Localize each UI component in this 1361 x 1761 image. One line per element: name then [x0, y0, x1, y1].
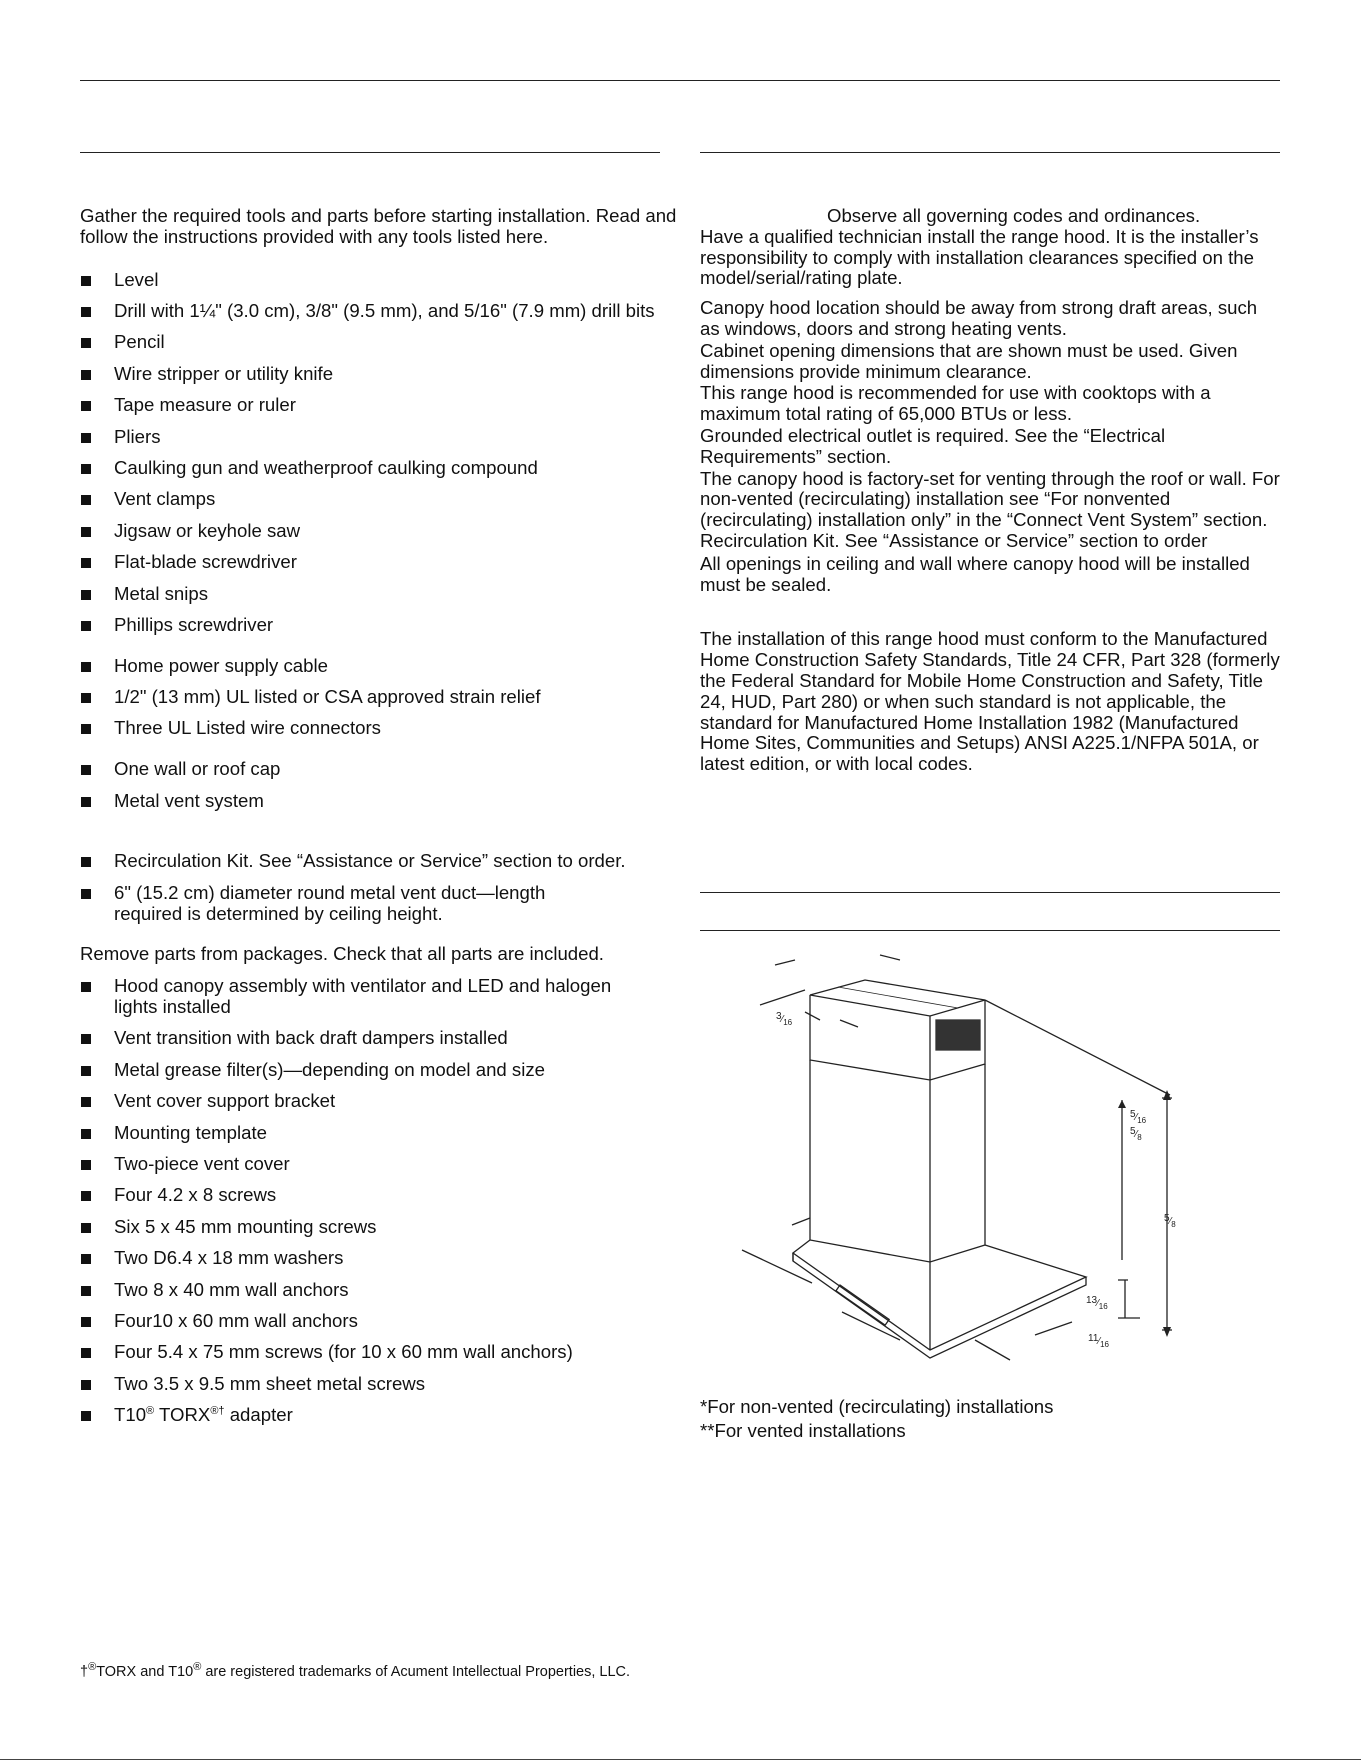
dim-canopy-height	[1118, 1280, 1140, 1318]
part-supplied-item: Four10 x 60 mm wall anchors	[80, 1311, 680, 1332]
fraction-13-16	[1086, 1295, 1108, 1311]
frac-num: 3	[776, 1011, 782, 1022]
parts-supplied-list	[80, 976, 680, 1426]
part-supplied-item: Hood canopy assembly with ventilator and LED and halogen lights installed	[80, 976, 654, 1018]
part-needed-item: Three UL Listed wire connectors	[80, 718, 680, 739]
chimney-top-seam	[838, 987, 958, 1008]
footnote-text-1: TORX and T10	[96, 1664, 194, 1680]
part-supplied-item: Two 3.5 x 9.5 mm sheet metal screws	[80, 1374, 680, 1395]
part-supplied-item: Vent transition with back draft dampers installed	[80, 1028, 680, 1049]
diagram-notes	[700, 1395, 1260, 1443]
canopy-front-face	[793, 1253, 1086, 1358]
range-hood-dimension-diagram	[700, 940, 1280, 1380]
requirement-paragraph: The canopy hood is factory-set for venting through the roof or wall. For non-vented (recirculating) installation see “For nonvented (recirculating) installation only” in the “Connect Vent System” section.	[700, 467, 1280, 531]
recirculation-parts-list	[80, 851, 680, 924]
control-panel	[836, 1285, 889, 1325]
chimney-top	[810, 980, 985, 1016]
tool-item: Pencil	[80, 332, 680, 353]
requirement-paragraph: All openings in ceiling and wall where canopy hood will be installed must be sealed.	[700, 552, 1250, 595]
dim-chimney-depth	[760, 990, 858, 1027]
part-supplied-item: Vent cover support bracket	[80, 1091, 680, 1112]
frac-num: 13	[1086, 1295, 1098, 1306]
tool-item: Vent clamps	[80, 489, 680, 510]
chimney-lower	[810, 1060, 985, 1262]
dim-canopy-depth	[975, 1322, 1072, 1360]
tool-item: Metal snips	[80, 584, 680, 605]
arrowhead	[1163, 1327, 1171, 1337]
part-supplied-item: Four 5.4 x 75 mm screws (for 10 x 60 mm wall anchors)	[80, 1342, 680, 1363]
requirement-paragraph: Cabinet opening dimensions that are shown must be used. Given dimensions provide minimum clearance.	[700, 339, 1238, 382]
frac-num: 5	[1130, 1126, 1136, 1137]
tool-item: Wire stripper or utility knife	[80, 364, 680, 385]
torx-c: adapter	[224, 1404, 293, 1426]
requirement-paragraph: Canopy hood location should be away from strong draft areas, such as windows, doors and strong heating vents.	[700, 297, 1258, 339]
dim-chimney-width	[775, 955, 900, 965]
part-supplied-item: Mounting template	[80, 1123, 680, 1144]
left-section-rule	[80, 152, 660, 153]
tool-item: Tape measure or ruler	[80, 395, 680, 416]
part-needed-item: Home power supply cable	[80, 656, 680, 677]
frac-den: 16	[1100, 1340, 1109, 1349]
note-nonvented: *For non-vented (recirculating) installations	[700, 1396, 1054, 1417]
frac-slash: ⁄	[1097, 1298, 1099, 1309]
fraction-5-16	[1130, 1109, 1147, 1125]
codes-rest: Have a qualified technician install the range hood. It is the installer’s responsibility to comply with installation clearances specified on the model/serial/rating plate.	[700, 225, 1259, 289]
top-rule	[80, 80, 1280, 81]
wall-line	[985, 1000, 1170, 1095]
frac-den: 16	[783, 1018, 793, 1027]
part-supplied-item: Two 8 x 40 mm wall anchors	[80, 1280, 680, 1301]
left-column	[80, 206, 680, 1437]
frac-num: 11	[1088, 1333, 1099, 1344]
part-supplied-item	[80, 1405, 680, 1426]
torx-a: T10	[114, 1404, 147, 1426]
fraction-5-8-lower	[1164, 1213, 1176, 1229]
parts-supplied-intro: Remove parts from packages. Check that all parts are included.	[80, 943, 604, 965]
frac-slash: ⁄	[1098, 1336, 1101, 1347]
fraction-5-8	[1130, 1126, 1142, 1142]
recirculation-part-item: 6" (15.2 cm) diameter round metal vent duct—length required is determined by ceiling height.	[80, 883, 594, 925]
frac-den: 16	[1137, 1116, 1147, 1125]
footnote-text-2: are registered trademarks of Acument Intellectual Properties, LLC.	[201, 1664, 631, 1680]
frac-slash: ⁄	[781, 1014, 784, 1025]
fraction-11-16	[1088, 1333, 1110, 1349]
footnote-sup-1: ®	[88, 1661, 97, 1674]
tool-item: Phillips screwdriver	[80, 615, 680, 636]
dim-canopy-width	[742, 1250, 900, 1340]
vent-parts-list	[80, 759, 680, 811]
part-supplied-item: Metal grease filter(s)—depending on model and size	[80, 1060, 680, 1081]
arrowhead	[1118, 1100, 1126, 1108]
frac-num: 5	[1130, 1109, 1136, 1120]
requirement-paragraph: This range hood is recommended for use with cooktops with a maximum total rating of 65,000 BTUs or less.	[700, 382, 1211, 425]
canopy-top	[792, 1218, 1086, 1350]
torx-sup-1: ®	[146, 1404, 155, 1417]
mobile-home-paragraph: The installation of this range hood must conform to the Manufactured Home Construction Safety Standards, Title 24 CFR, Part 328 (formerly the Federal Standard for Mobile Home Construction and Safety, Title 24, HUD, Part 280) or when such standard is not applicable, the standard for Manufactured Home Installation 1982 (Manufactured Home Sites, Communities and Setups) ANSI A225.1/NFPA 501A, or latest edition, or with local codes.	[700, 628, 1280, 775]
vent-grille	[936, 1020, 980, 1050]
frac-num: 5	[1164, 1213, 1170, 1224]
torx-sup-2: ®†	[210, 1404, 225, 1417]
tools-intro: Gather the required tools and parts before starting installation. Read and follow the instructions provided with any tools listed here.	[80, 205, 677, 247]
tool-item: Drill with 1¼" (3.0 cm), 3/8" (9.5 mm), and 5/16" (7.9 mm) drill bits	[80, 301, 680, 322]
part-supplied-item: Two D6.4 x 18 mm washers	[80, 1248, 680, 1269]
page-bottom-edge	[0, 1759, 1361, 1760]
vent-part-item: Metal vent system	[80, 791, 680, 812]
part-supplied-item: Six 5 x 45 mm mounting screws	[80, 1217, 680, 1238]
fraction-3-16	[776, 1011, 793, 1027]
footnote-sup-2: ®	[193, 1661, 202, 1674]
parts-needed-list	[80, 656, 680, 740]
tool-item: Flat-blade screwdriver	[80, 552, 680, 573]
dimensions-rule-2	[700, 930, 1280, 931]
requirement-paragraph: Grounded electrical outlet is required. See the “Electrical Requirements” section.	[700, 424, 1166, 467]
part-needed-item: 1/2" (13 mm) UL listed or CSA approved strain relief	[80, 687, 680, 708]
frac-slash: ⁄	[1135, 1129, 1138, 1140]
tool-item: Jigsaw or keyhole saw	[80, 521, 680, 542]
recirculation-part-item: Recirculation Kit. See “Assistance or Service” section to order.	[80, 851, 680, 872]
dimensions-rule-1	[700, 892, 1280, 893]
codes-line-1: Observe all governing codes and ordinances.	[827, 205, 1201, 226]
footnote-dagger: †	[80, 1664, 89, 1680]
vent-part-item: One wall or roof cap	[80, 759, 680, 780]
codes-paragraph	[700, 206, 1280, 289]
tool-item: Pliers	[80, 427, 680, 448]
tool-item: Caulking gun and weatherproof caulking compound	[80, 458, 680, 479]
part-supplied-item: Two-piece vent cover	[80, 1154, 680, 1175]
frac-den: 8	[1171, 1220, 1176, 1229]
trademark-footnote	[80, 1661, 631, 1680]
right-section-rule	[700, 152, 1280, 153]
note-vented: **For vented installations	[700, 1420, 906, 1441]
frac-slash: ⁄	[1169, 1216, 1172, 1227]
frac-den: 16	[1098, 1302, 1108, 1311]
right-column	[700, 206, 1280, 775]
frac-slash: ⁄	[1135, 1112, 1138, 1123]
torx-b: TORX	[154, 1404, 211, 1426]
part-supplied-item: Four 4.2 x 8 screws	[80, 1185, 680, 1206]
tools-list	[80, 270, 680, 636]
requirement-paragraph: Recirculation Kit. See “Assistance or Service” section to order	[700, 529, 1208, 551]
tool-item: Level	[80, 270, 680, 291]
frac-den: 8	[1137, 1133, 1142, 1142]
